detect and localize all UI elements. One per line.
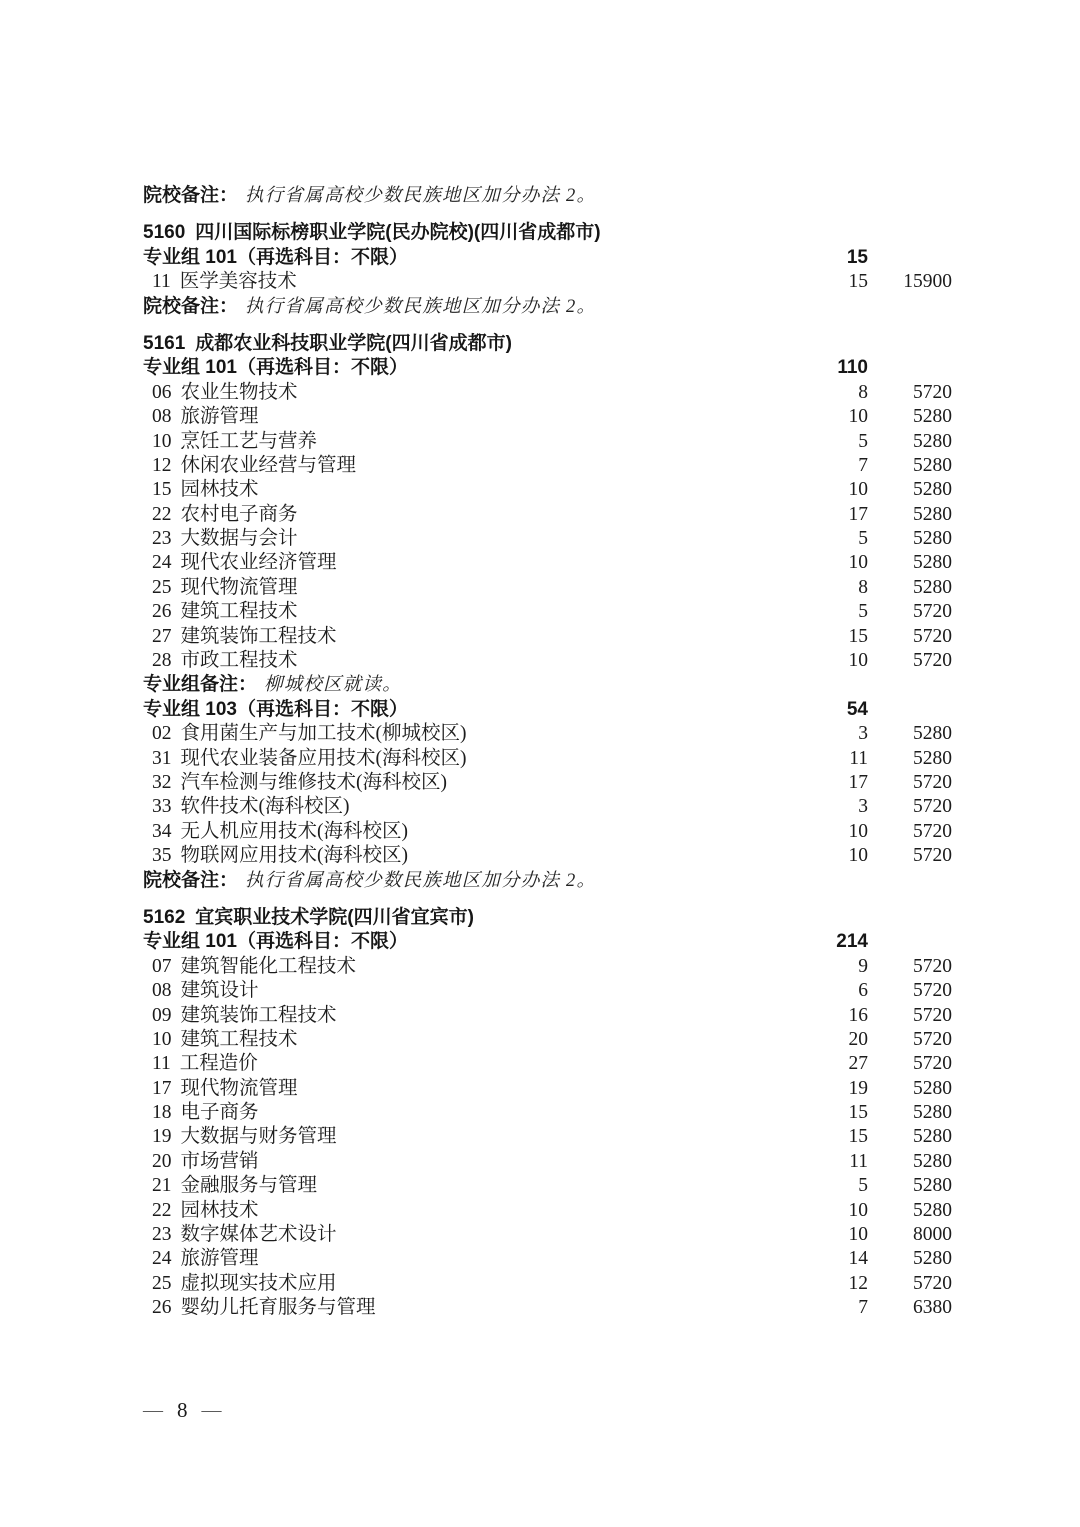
- major-code: 17: [152, 1077, 172, 1099]
- major-fee: 5280: [913, 454, 952, 476]
- major-row: [143, 576, 958, 600]
- note-label: 专业组备注：: [143, 674, 258, 696]
- major-row: [143, 1174, 958, 1198]
- footer-dash-right: —: [201, 1399, 222, 1421]
- institution-code: 5160: [143, 222, 186, 244]
- major-fee: 5280: [913, 1126, 952, 1148]
- major-row: [143, 747, 958, 771]
- major-fee: 5720: [913, 625, 952, 647]
- major-row: [143, 955, 958, 979]
- major-fee: 5280: [913, 430, 952, 452]
- major-count: 8: [858, 576, 868, 598]
- major-row: [143, 795, 958, 819]
- group-total: 54: [846, 698, 868, 720]
- major-fee: 5280: [913, 576, 952, 598]
- major-name: 建筑工程技术: [180, 601, 298, 623]
- major-row: [143, 1077, 958, 1101]
- major-name: 建筑装饰工程技术: [180, 1004, 337, 1026]
- major-code: 20: [152, 1150, 172, 1172]
- major-name: 食用菌生产与加工技术(柳城校区): [180, 723, 467, 745]
- major-name: 物联网应用技术(海科校区): [180, 845, 408, 867]
- group-label: 专业组 101（再选科目：不限）: [143, 931, 408, 953]
- major-count: 27: [848, 1053, 868, 1075]
- group-note-row: [143, 673, 958, 697]
- group-total: 214: [836, 931, 868, 953]
- major-code: 21: [152, 1175, 172, 1197]
- major-name: 农村电子商务: [180, 503, 298, 525]
- major-count: 11: [849, 747, 868, 769]
- institution-name: 成都农业科技职业学院(四川省成都市): [195, 332, 512, 354]
- major-count: 5: [858, 1175, 868, 1197]
- major-name: 休闲农业经营与管理: [180, 454, 357, 476]
- major-name: 现代物流管理: [180, 576, 298, 598]
- major-code: 34: [152, 820, 172, 842]
- major-count: 10: [848, 1224, 868, 1246]
- major-fee: 5280: [913, 479, 952, 501]
- major-code: 10: [152, 1028, 172, 1050]
- major-row: [143, 600, 958, 624]
- major-fee: 5720: [913, 845, 952, 867]
- major-fee: 5280: [913, 1077, 952, 1099]
- major-fee: 6380: [913, 1297, 952, 1319]
- major-code: 06: [152, 381, 172, 403]
- major-count: 15: [848, 625, 868, 647]
- note-label: 院校备注：: [143, 869, 239, 891]
- major-fee: 5280: [913, 1199, 952, 1221]
- major-fee: 5720: [913, 980, 952, 1002]
- major-name: 工程造价: [179, 1053, 258, 1075]
- institution-note-row: [143, 184, 958, 208]
- major-fee: 5280: [913, 1248, 952, 1270]
- major-fee: 5280: [913, 747, 952, 769]
- major-code: 25: [152, 1272, 172, 1294]
- major-count: 8: [858, 381, 868, 403]
- major-fee: 5720: [913, 1028, 952, 1050]
- major-code: 09: [152, 1004, 172, 1026]
- major-row: [143, 1199, 958, 1223]
- major-fee: 5280: [913, 503, 952, 525]
- major-code: 23: [152, 528, 172, 550]
- major-name: 金融服务与管理: [180, 1175, 318, 1197]
- major-code: 27: [152, 625, 172, 647]
- major-count: 7: [858, 1297, 868, 1319]
- major-name: 建筑工程技术: [180, 1028, 298, 1050]
- major-count: 3: [858, 723, 868, 745]
- major-name: 烹饪工艺与营养: [180, 430, 318, 452]
- major-fee: 5280: [913, 1150, 952, 1172]
- major-row: [143, 381, 958, 405]
- major-count: 5: [858, 430, 868, 452]
- major-count: 14: [848, 1248, 868, 1270]
- major-row: [143, 649, 958, 673]
- major-count: 5: [858, 528, 868, 550]
- major-name: 数字媒体艺术设计: [180, 1224, 337, 1246]
- major-name: 市政工程技术: [180, 650, 298, 672]
- major-count: 15: [848, 271, 868, 293]
- major-name: 无人机应用技术(海科校区): [180, 820, 408, 842]
- major-code: 26: [152, 1297, 172, 1319]
- note-text: 执行省属高校少数民族地区加分办法 2。: [245, 186, 597, 206]
- institution-row: [143, 221, 958, 245]
- major-count: 10: [848, 406, 868, 428]
- major-count: 6: [858, 980, 868, 1002]
- major-code: 10: [152, 430, 172, 452]
- group-row: [143, 930, 958, 954]
- major-name: 医学美容技术: [179, 271, 297, 293]
- institution-code: 5162: [143, 906, 186, 928]
- major-name: 建筑装饰工程技术: [180, 625, 337, 647]
- major-code: 19: [152, 1126, 172, 1148]
- major-count: 17: [848, 771, 868, 793]
- institution-name: 宜宾职业技术学院(四川省宜宾市): [195, 906, 474, 928]
- major-code: 02: [152, 723, 172, 745]
- major-row: [143, 503, 958, 527]
- major-fee: 5720: [913, 820, 952, 842]
- document-content: [143, 184, 958, 1321]
- major-fee: 5280: [913, 723, 952, 745]
- note-label: 院校备注：: [143, 185, 239, 206]
- major-count: 3: [858, 796, 868, 818]
- institution-name: 四川国际标榜职业学院(民办院校)(四川省成都市): [195, 222, 601, 244]
- major-code: 08: [152, 980, 172, 1002]
- institution-code: 5161: [143, 332, 186, 354]
- major-name: 电子商务: [180, 1102, 259, 1124]
- major-count: 7: [858, 454, 868, 476]
- major-code: 15: [152, 479, 172, 501]
- institution-row: [143, 906, 958, 930]
- major-count: 20: [848, 1028, 868, 1050]
- major-row: [143, 1272, 958, 1296]
- major-row: [143, 1004, 958, 1028]
- major-row: [143, 1028, 958, 1052]
- note-label: 院校备注：: [143, 295, 239, 317]
- major-count: 10: [848, 845, 868, 867]
- major-code: 26: [152, 601, 172, 623]
- major-fee: 5720: [913, 381, 952, 403]
- group-row: [143, 698, 958, 722]
- major-name: 虚拟现实技术应用: [180, 1272, 337, 1294]
- major-name: 软件技术(海科校区): [180, 796, 350, 818]
- major-row: [143, 527, 958, 551]
- major-name: 园林技术: [180, 479, 259, 501]
- note-text: 执行省属高校少数民族地区加分办法 2。: [245, 870, 597, 891]
- major-count: 15: [848, 1102, 868, 1124]
- major-name: 旅游管理: [180, 1248, 259, 1270]
- major-code: 07: [152, 955, 172, 977]
- major-name: 旅游管理: [180, 406, 259, 428]
- major-row: [143, 820, 958, 844]
- major-row: [143, 405, 958, 429]
- group-row: [143, 356, 958, 380]
- major-fee: 5720: [913, 650, 952, 672]
- major-name: 大数据与财务管理: [180, 1126, 337, 1148]
- major-count: 10: [848, 552, 868, 574]
- major-row: [143, 1296, 958, 1320]
- major-fee: 5280: [913, 1102, 952, 1124]
- major-code: 28: [152, 650, 172, 672]
- major-fee: 5720: [913, 796, 952, 818]
- major-fee: 5720: [913, 601, 952, 623]
- major-row: [143, 1052, 958, 1076]
- major-count: 17: [848, 503, 868, 525]
- major-fee: 15900: [903, 271, 952, 293]
- group-total: 110: [837, 357, 868, 379]
- major-row: [143, 844, 958, 868]
- group-total: 15: [846, 246, 868, 268]
- major-name: 建筑智能化工程技术: [180, 955, 357, 977]
- major-fee: 5280: [913, 406, 952, 428]
- major-count: 16: [848, 1004, 868, 1026]
- major-name: 农业生物技术: [180, 381, 298, 403]
- major-row: [143, 551, 958, 575]
- major-name: 现代农业经济管理: [180, 552, 337, 574]
- major-fee: 5280: [913, 552, 952, 574]
- group-row: [143, 246, 958, 270]
- major-name: 园林技术: [180, 1199, 259, 1221]
- major-row: [143, 1101, 958, 1125]
- major-count: 10: [848, 1199, 868, 1221]
- major-name: 市场营销: [180, 1150, 259, 1172]
- major-count: 15: [848, 1126, 868, 1148]
- major-code: 31: [152, 747, 172, 769]
- major-fee: 5280: [913, 528, 952, 550]
- major-fee: 8000: [913, 1224, 952, 1246]
- group-label: 专业组 101（再选科目：不限）: [143, 357, 408, 379]
- major-code: 35: [152, 845, 172, 867]
- major-code: 11: [152, 1053, 171, 1075]
- major-row: [143, 979, 958, 1003]
- major-row: [143, 1150, 958, 1174]
- major-code: 25: [152, 576, 172, 598]
- major-count: 12: [848, 1272, 868, 1294]
- major-row: [143, 771, 958, 795]
- note-text: 执行省属高校少数民族地区加分办法 2。: [245, 296, 597, 317]
- major-fee: 5280: [913, 1175, 952, 1197]
- major-code: 23: [152, 1224, 172, 1246]
- page-number: 8: [177, 1398, 188, 1422]
- major-fee: 5720: [913, 1272, 952, 1294]
- major-count: 19: [848, 1077, 868, 1099]
- note-text: 柳城校区就读。: [264, 675, 402, 696]
- major-row: [143, 1247, 958, 1271]
- major-count: 10: [848, 650, 868, 672]
- major-name: 汽车检测与维修技术(海科校区): [180, 771, 447, 793]
- major-row: [143, 625, 958, 649]
- institution-note-row: [143, 869, 958, 893]
- major-fee: 5720: [913, 955, 952, 977]
- major-name: 现代农业装备应用技术(海科校区): [180, 747, 467, 769]
- institution-note-row: [143, 295, 958, 319]
- major-fee: 5720: [913, 771, 952, 793]
- major-code: 22: [152, 503, 172, 525]
- major-count: 9: [858, 955, 868, 977]
- institution-row: [143, 332, 958, 356]
- major-code: 33: [152, 796, 172, 818]
- major-code: 11: [152, 271, 171, 293]
- major-code: 24: [152, 1248, 172, 1270]
- major-count: 11: [849, 1150, 868, 1172]
- major-count: 5: [858, 601, 868, 623]
- group-label: 专业组 101（再选科目：不限）: [143, 246, 408, 268]
- group-label: 专业组 103（再选科目：不限）: [143, 698, 408, 720]
- major-row: [143, 722, 958, 746]
- major-count: 10: [848, 479, 868, 501]
- major-row: [143, 1223, 958, 1247]
- major-fee: 5720: [913, 1004, 952, 1026]
- major-code: 24: [152, 552, 172, 574]
- major-row: [143, 1125, 958, 1149]
- major-code: 12: [152, 454, 172, 476]
- major-name: 现代物流管理: [180, 1077, 298, 1099]
- major-code: 22: [152, 1199, 172, 1221]
- major-code: 18: [152, 1102, 172, 1124]
- major-name: 建筑设计: [180, 980, 259, 1002]
- major-row: [143, 478, 958, 502]
- major-name: 婴幼儿托育服务与管理: [180, 1297, 376, 1319]
- major-row: [143, 270, 958, 294]
- major-name: 大数据与会计: [180, 528, 298, 550]
- major-row: [143, 454, 958, 478]
- page-footer: [143, 1398, 222, 1423]
- major-code: 32: [152, 771, 172, 793]
- major-count: 10: [848, 820, 868, 842]
- footer-dash-left: —: [143, 1399, 163, 1421]
- major-row: [143, 430, 958, 454]
- major-fee: 5720: [913, 1053, 952, 1075]
- major-code: 08: [152, 406, 172, 428]
